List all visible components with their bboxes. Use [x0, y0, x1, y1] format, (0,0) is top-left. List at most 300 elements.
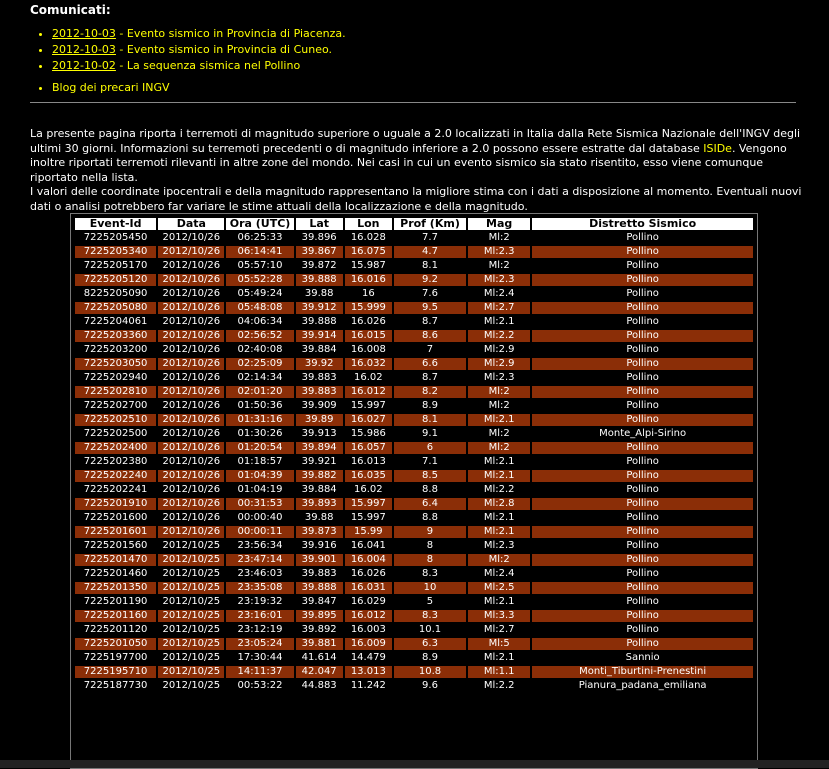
table-cell: 7225201560 [75, 540, 156, 552]
table-cell: 01:20:54 [226, 442, 293, 454]
table-cell: 16.075 [345, 246, 392, 258]
table-cell: Pollino [532, 638, 753, 650]
table-cell: Sannio [532, 652, 753, 664]
table-cell: 2012/10/25 [158, 596, 224, 608]
table-cell: 8.1 [394, 414, 466, 426]
table-cell: Ml:2.1 [468, 596, 530, 608]
table-cell: 06:14:41 [226, 246, 293, 258]
table-cell: 8.7 [394, 316, 466, 328]
table-row[interactable] [75, 288, 753, 300]
table-cell: Pollino [532, 260, 753, 272]
table-cell: 8.1 [394, 260, 466, 272]
table-cell: 39.894 [296, 442, 343, 454]
table-row[interactable] [75, 582, 753, 594]
table-cell: 44.883 [296, 680, 343, 692]
table-cell: 7225205170 [75, 260, 156, 272]
table-cell: 10 [394, 582, 466, 594]
table-cell: 23:19:32 [226, 596, 293, 608]
table-cell: 10.1 [394, 624, 466, 636]
table-cell: Ml:2 [468, 400, 530, 412]
table-cell: 39.92 [296, 358, 343, 370]
table-cell: 16.041 [345, 540, 392, 552]
table-cell: 8225205090 [75, 288, 156, 300]
table-cell: 7.1 [394, 456, 466, 468]
table-cell: Pollino [532, 274, 753, 286]
table-cell: 2012/10/26 [158, 260, 224, 272]
table-cell: 8.8 [394, 512, 466, 524]
table-cell: 39.883 [296, 568, 343, 580]
table-row[interactable] [75, 400, 753, 412]
table-cell: 2012/10/26 [158, 526, 224, 538]
news-item [52, 26, 346, 42]
table-cell: 00:53:22 [226, 680, 293, 692]
table-cell: Pollino [532, 344, 753, 356]
table-row[interactable] [75, 302, 753, 314]
table-cell: 01:04:19 [226, 484, 293, 496]
table-cell: 7.6 [394, 288, 466, 300]
table-cell: 05:49:24 [226, 288, 293, 300]
table-cell: 23:56:34 [226, 540, 293, 552]
table-cell: Pollino [532, 512, 753, 524]
table-cell: Ml:1.1 [468, 666, 530, 678]
table-cell: 39.901 [296, 554, 343, 566]
table-cell: 23:35:08 [226, 582, 293, 594]
table-cell: 11.242 [345, 680, 392, 692]
table-cell: 41.614 [296, 652, 343, 664]
table-cell: Pollino [532, 246, 753, 258]
table-row[interactable] [75, 512, 753, 524]
table-cell: 7225201050 [75, 638, 156, 650]
table-cell: 7225202240 [75, 470, 156, 482]
news-item [52, 58, 346, 74]
table-cell: 16.032 [345, 358, 392, 370]
table-cell: Ml:2.7 [468, 302, 530, 314]
intro-paragraph-1: La presente pagina riporta i terremoti di magnitudo superiore o uguale a 2.0 localizzati in Italia dalla Rete Sismica Nazionale dell'INGV degli ultimi 30 giorni. Informazioni su terremoti precedenti o di magnitudo inferiore a 2.0 possono essere estratte dal database [30, 127, 801, 155]
table-cell: 39.872 [296, 260, 343, 272]
table-cell: 05:52:28 [226, 274, 293, 286]
table-row[interactable] [75, 638, 753, 650]
table-cell: Pollino [532, 358, 753, 370]
table-cell: 39.884 [296, 484, 343, 496]
table-cell: 2012/10/26 [158, 512, 224, 524]
table-row[interactable] [75, 470, 753, 482]
table-cell: 2012/10/25 [158, 652, 224, 664]
table-cell: 8.2 [394, 386, 466, 398]
table-cell: Ml:2.1 [468, 512, 530, 524]
intro-paragraph-2: I valori delle coordinate ipocentrali e della magnitudo rappresentano la migliore stima con i dati a disposizione al momento. Eventuali nuovi dati o analisi potrebbero far variare le stime attuali della localizzazione e della magnitudo. [30, 185, 802, 213]
table-row[interactable] [75, 442, 753, 454]
table-cell: Ml:2.2 [468, 484, 530, 496]
table-row[interactable] [75, 330, 753, 342]
table-cell: 16.004 [345, 554, 392, 566]
table-cell: 8.9 [394, 400, 466, 412]
table-cell: 39.883 [296, 386, 343, 398]
table-cell: 7225202400 [75, 442, 156, 454]
table-cell: Ml:2.1 [468, 526, 530, 538]
table-cell: 39.88 [296, 288, 343, 300]
news-text-link[interactable]: - Evento sismico in Provincia di Cuneo. [115, 43, 333, 56]
table-cell: 16.035 [345, 470, 392, 482]
table-cell: 39.888 [296, 582, 343, 594]
table-cell: 7225203050 [75, 358, 156, 370]
table-cell: 7225203200 [75, 344, 156, 356]
table-cell: 2012/10/25 [158, 540, 224, 552]
table-cell: 8.9 [394, 652, 466, 664]
table-cell: 15.997 [345, 400, 392, 412]
table-cell: 7225202940 [75, 372, 156, 384]
table-cell: 15.997 [345, 512, 392, 524]
table-cell: 39.921 [296, 456, 343, 468]
table-row[interactable] [75, 358, 753, 370]
table-cell: 5 [394, 596, 466, 608]
table-cell: Ml:2 [468, 232, 530, 244]
table-cell: 7225205340 [75, 246, 156, 258]
news-date-link[interactable]: 2012-10-03 [52, 27, 116, 40]
table-cell: Ml:2 [468, 386, 530, 398]
table-cell: Ml:3.3 [468, 610, 530, 622]
table-cell: 14.479 [345, 652, 392, 664]
table-cell: Pollino [532, 540, 753, 552]
table-row[interactable] [75, 624, 753, 636]
table-cell: Pollino [532, 624, 753, 636]
table-cell: 7225204061 [75, 316, 156, 328]
table-cell: 2012/10/25 [158, 554, 224, 566]
news-text-link[interactable]: - Evento sismico in Provincia di Piacenza. [115, 27, 346, 40]
table-cell: 16.009 [345, 638, 392, 650]
table-cell: 7225195710 [75, 666, 156, 678]
table-cell: 02:56:52 [226, 330, 293, 342]
table-cell: 9.6 [394, 680, 466, 692]
table-cell: Pollino [532, 526, 753, 538]
table-cell: 39.88 [296, 512, 343, 524]
table-row[interactable] [75, 372, 753, 384]
table-cell: 39.895 [296, 610, 343, 622]
table-cell: 7225202510 [75, 414, 156, 426]
table-cell: 39.881 [296, 638, 343, 650]
table-cell: Ml:2.9 [468, 344, 530, 356]
news-date-link[interactable]: 2012-10-02 [52, 59, 116, 72]
table-cell: Ml:2 [468, 554, 530, 566]
table-row[interactable] [75, 344, 753, 356]
table-row[interactable] [75, 554, 753, 566]
table-cell: 7225201601 [75, 526, 156, 538]
table-cell: 39.893 [296, 498, 343, 510]
table-cell: 05:57:10 [226, 260, 293, 272]
table-cell: 2012/10/26 [158, 316, 224, 328]
table-cell: Ml:2 [468, 428, 530, 440]
table-cell: 06:25:33 [226, 232, 293, 244]
table-row[interactable] [75, 498, 753, 510]
table-row[interactable] [75, 386, 753, 398]
table-cell: Pollino [532, 610, 753, 622]
divider [30, 102, 796, 103]
column-header: Distretto Sismico [532, 218, 753, 230]
table-cell: 39.888 [296, 316, 343, 328]
table-cell: 2012/10/26 [158, 246, 224, 258]
window-bottom-edge [0, 760, 829, 768]
table-cell: 16.02 [345, 484, 392, 496]
table-cell: 7.7 [394, 232, 466, 244]
table-cell: Pollino [532, 386, 753, 398]
column-header: Event-Id [75, 218, 156, 230]
table-cell: 42.047 [296, 666, 343, 678]
table-cell: 7225201350 [75, 582, 156, 594]
table-cell: 23:05:24 [226, 638, 293, 650]
table-cell: 39.913 [296, 428, 343, 440]
table-row[interactable] [75, 568, 753, 580]
table-cell: 7225197700 [75, 652, 156, 664]
table-cell: Ml:2.2 [468, 680, 530, 692]
table-cell: 9.5 [394, 302, 466, 314]
news-text-link[interactable]: - La sequenza sismica nel Pollino [115, 59, 301, 72]
table-cell: 39.888 [296, 274, 343, 286]
table-row[interactable] [75, 652, 753, 664]
table-cell: 7225201160 [75, 610, 156, 622]
table-cell: 16.027 [345, 414, 392, 426]
table-cell: 7225202700 [75, 400, 156, 412]
table-cell: 8.3 [394, 568, 466, 580]
table-cell: 23:47:14 [226, 554, 293, 566]
table-cell: 7225201190 [75, 596, 156, 608]
table-cell: 9.2 [394, 274, 466, 286]
table-row[interactable] [75, 414, 753, 426]
table-cell: 7225205450 [75, 232, 156, 244]
table-cell: Ml:2.5 [468, 582, 530, 594]
table-cell: 9 [394, 526, 466, 538]
table-cell: 16.029 [345, 596, 392, 608]
table-cell: 23:12:19 [226, 624, 293, 636]
table-cell: 10.8 [394, 666, 466, 678]
table-cell: Pollino [532, 470, 753, 482]
column-header: Data [158, 218, 224, 230]
table-cell: 16.02 [345, 372, 392, 384]
table-cell: Ml:2.4 [468, 568, 530, 580]
table-cell: 39.882 [296, 470, 343, 482]
table-cell: 16.031 [345, 582, 392, 594]
table-cell: 6.4 [394, 498, 466, 510]
table-cell: 39.916 [296, 540, 343, 552]
table-cell: 2012/10/26 [158, 386, 224, 398]
table-row[interactable] [75, 666, 753, 678]
table-cell: Pianura_padana_emiliana [532, 680, 753, 692]
table-row[interactable] [75, 526, 753, 538]
table-cell: 2012/10/25 [158, 638, 224, 650]
table-cell: 16.028 [345, 232, 392, 244]
table-cell: Ml:2.3 [468, 274, 530, 286]
table-cell: 15.99 [345, 526, 392, 538]
table-cell: 04:06:34 [226, 316, 293, 328]
table-cell: 16.008 [345, 344, 392, 356]
intro-paragraph-1-end: . Vengono inoltre riportati terremoti rilevanti in altre zone del mondo. Nei casi in cui un evento sismico sia stato risentito, esso viene comunque riportato nella lista. [30, 141, 787, 184]
table-cell: 02:01:20 [226, 386, 293, 398]
table-cell: 01:04:39 [226, 470, 293, 482]
table-body [75, 232, 753, 692]
table-cell: Ml:2 [468, 442, 530, 454]
table-cell: 7 [394, 344, 466, 356]
table-cell: 7225202380 [75, 456, 156, 468]
table-cell: 39.892 [296, 624, 343, 636]
table-cell: Monte_Alpi-Sirino [532, 428, 753, 440]
table-cell: 2012/10/26 [158, 302, 224, 314]
table-cell: Pollino [532, 498, 753, 510]
table-cell: 15.999 [345, 302, 392, 314]
table-cell: 9.1 [394, 428, 466, 440]
table-cell: Pollino [532, 582, 753, 594]
table-cell: Pollino [532, 330, 753, 342]
table-cell: Pollino [532, 414, 753, 426]
table-cell: 2012/10/25 [158, 680, 224, 692]
table-row[interactable] [75, 680, 753, 692]
table-cell: 16.012 [345, 386, 392, 398]
table-cell: 01:30:26 [226, 428, 293, 440]
table-cell: 8.3 [394, 610, 466, 622]
table-cell: Pollino [532, 596, 753, 608]
table-cell: 15.987 [345, 260, 392, 272]
news-item [52, 42, 346, 58]
table-cell: 7225201910 [75, 498, 156, 510]
column-header: Lat [296, 218, 343, 230]
table-cell: 39.867 [296, 246, 343, 258]
table-cell: 6 [394, 442, 466, 454]
table-cell: 2012/10/25 [158, 666, 224, 678]
table-row[interactable] [75, 232, 753, 244]
table-cell: 39.847 [296, 596, 343, 608]
table-cell: 39.914 [296, 330, 343, 342]
table-cell: Ml:2.1 [468, 316, 530, 328]
table-row[interactable] [75, 274, 753, 286]
column-header: Ora (UTC) [226, 218, 293, 230]
table-cell: Ml:2.7 [468, 624, 530, 636]
table-cell: 39.884 [296, 344, 343, 356]
table-cell: Pollino [532, 484, 753, 496]
news-list [52, 26, 346, 96]
table-cell: 2012/10/26 [158, 484, 224, 496]
table-cell: 23:16:01 [226, 610, 293, 622]
table-cell: 01:18:57 [226, 456, 293, 468]
table-cell: 2012/10/26 [158, 330, 224, 342]
table-cell: 14:11:37 [226, 666, 293, 678]
table-cell: 16 [345, 288, 392, 300]
table-cell: 15.997 [345, 498, 392, 510]
table-cell: Pollino [532, 232, 753, 244]
table-cell: 7225201470 [75, 554, 156, 566]
table-cell: 8.5 [394, 470, 466, 482]
table-cell: 16.016 [345, 274, 392, 286]
table-cell: Pollino [532, 568, 753, 580]
table-cell: 8.7 [394, 372, 466, 384]
table-cell: Ml:2.8 [468, 498, 530, 510]
table-cell: 16.013 [345, 456, 392, 468]
table-row[interactable] [75, 316, 753, 328]
table-cell: 39.909 [296, 400, 343, 412]
table-header-row [75, 218, 753, 230]
table-cell: Pollino [532, 302, 753, 314]
blog-item [52, 80, 346, 96]
table-cell: 8 [394, 554, 466, 566]
table-cell: 2012/10/26 [158, 232, 224, 244]
table-cell: 2012/10/26 [158, 400, 224, 412]
table-cell: 01:31:16 [226, 414, 293, 426]
table-cell: Ml:2.3 [468, 540, 530, 552]
table-cell: 8.6 [394, 330, 466, 342]
column-header: Mag [468, 218, 530, 230]
table-cell: Ml:2.2 [468, 330, 530, 342]
table-cell: Pollino [532, 456, 753, 468]
table-row[interactable] [75, 260, 753, 272]
table-cell: 16.012 [345, 610, 392, 622]
table-cell: 39.883 [296, 372, 343, 384]
table-cell: 7225201120 [75, 624, 156, 636]
table-cell: Monti_Tiburtini-Prenestini [532, 666, 753, 678]
table-cell: 7225205080 [75, 302, 156, 314]
table-row[interactable] [75, 540, 753, 552]
table-row[interactable] [75, 246, 753, 258]
table-cell: 15.986 [345, 428, 392, 440]
table-row[interactable] [75, 428, 753, 440]
table-cell: 00:00:40 [226, 512, 293, 524]
table-cell: 2012/10/26 [158, 498, 224, 510]
table-row[interactable] [75, 610, 753, 622]
news-date-link[interactable]: 2012-10-03 [52, 43, 116, 56]
table-cell: 16.026 [345, 316, 392, 328]
table-cell: 8.8 [394, 484, 466, 496]
table-cell: 02:40:08 [226, 344, 293, 356]
table-cell: Ml:5 [468, 638, 530, 650]
table-cell: 05:48:08 [226, 302, 293, 314]
table-cell: Ml:2.1 [468, 414, 530, 426]
table-row[interactable] [75, 484, 753, 496]
table-cell: 2012/10/26 [158, 358, 224, 370]
table-cell: 39.896 [296, 232, 343, 244]
table-cell: 02:25:09 [226, 358, 293, 370]
table-cell: 2012/10/26 [158, 442, 224, 454]
table-cell: 2012/10/26 [158, 288, 224, 300]
table-cell: 2012/10/25 [158, 610, 224, 622]
blog-link[interactable]: Blog dei precari INGV [52, 81, 170, 94]
table-row[interactable] [75, 596, 753, 608]
table-cell: Ml:2.1 [468, 456, 530, 468]
table-cell: 7225187730 [75, 680, 156, 692]
earthquake-table-container [70, 213, 758, 769]
table-cell: 16.015 [345, 330, 392, 342]
iside-link[interactable]: ISIDe [703, 141, 732, 155]
table-cell: 2012/10/25 [158, 582, 224, 594]
table-cell: 02:14:34 [226, 372, 293, 384]
table-cell: 16.026 [345, 568, 392, 580]
table-cell: 17:30:44 [226, 652, 293, 664]
section-title: Comunicati: [30, 3, 111, 17]
table-row[interactable] [75, 456, 753, 468]
table-cell: 39.89 [296, 414, 343, 426]
table-cell: Ml:2.9 [468, 358, 530, 370]
table-cell: 7225201460 [75, 568, 156, 580]
table-cell: 2012/10/25 [158, 568, 224, 580]
table-cell: 2012/10/26 [158, 274, 224, 286]
table-cell: Ml:2.1 [468, 470, 530, 482]
table-cell: 4.7 [394, 246, 466, 258]
table-cell: 2012/10/25 [158, 624, 224, 636]
table-cell: 39.912 [296, 302, 343, 314]
earthquake-table [73, 216, 755, 694]
column-header: Lon [345, 218, 392, 230]
table-cell: Pollino [532, 400, 753, 412]
table-cell: 16.057 [345, 442, 392, 454]
table-cell: 7225202500 [75, 428, 156, 440]
table-cell: 6.3 [394, 638, 466, 650]
table-cell: Ml:2 [468, 260, 530, 272]
table-cell: 00:31:53 [226, 498, 293, 510]
table-cell: 7225205120 [75, 274, 156, 286]
